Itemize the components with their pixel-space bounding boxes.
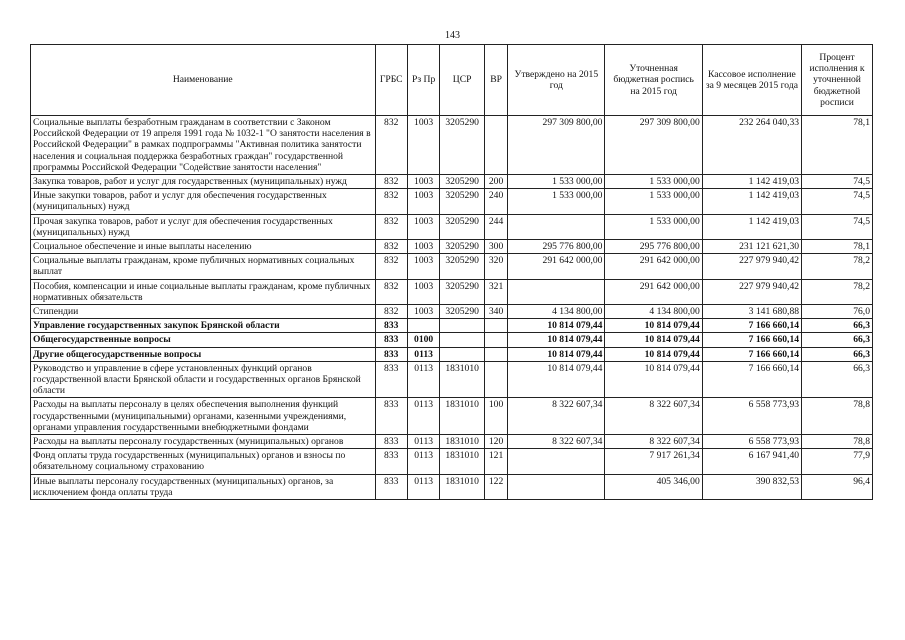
cell-vr: 244	[484, 214, 507, 239]
cell-approved	[508, 279, 605, 304]
cell-refined: 297 309 800,00	[605, 116, 702, 175]
cell-name: Управление государственных закупок Брянской области	[31, 319, 376, 333]
cell-grbs: 832	[375, 279, 407, 304]
cell-cash: 6 167 941,40	[702, 449, 801, 474]
table-row	[31, 254, 873, 279]
cell-name: Иные выплаты персоналу государственных (муниципальных) органов, за исключением фонда оплаты труда	[31, 474, 376, 499]
cell-percent: 78,8	[802, 435, 873, 449]
cell-percent: 66,3	[802, 361, 873, 398]
cell-percent: 76,0	[802, 305, 873, 319]
cell-grbs: 832	[375, 116, 407, 175]
cell-cash: 390 832,53	[702, 474, 801, 499]
table-row	[31, 435, 873, 449]
cell-vr: 240	[484, 189, 507, 214]
cell-csr: 3205290	[440, 305, 485, 319]
cell-vr	[484, 319, 507, 333]
cell-vr: 120	[484, 435, 507, 449]
cell-cash: 1 142 419,03	[702, 189, 801, 214]
cell-name: Другие общегосударственные вопросы	[31, 347, 376, 361]
cell-rzpr: 0113	[407, 474, 439, 499]
cell-grbs: 833	[375, 449, 407, 474]
cell-csr: 1831010	[440, 398, 485, 435]
table-header-row	[31, 45, 873, 116]
cell-csr: 3205290	[440, 240, 485, 254]
cell-rzpr: 0113	[407, 361, 439, 398]
cell-name: Расходы на выплаты персоналу в целях обеспечения выполнения функций государственными (муниципальными) органами, казенными учреждениями, органами управления государственными внебюджетными фондами	[31, 398, 376, 435]
table-row	[31, 279, 873, 304]
cell-cash: 231 121 621,30	[702, 240, 801, 254]
cell-rzpr: 0100	[407, 333, 439, 347]
cell-name: Расходы на выплаты персоналу государственных (муниципальных) органов	[31, 435, 376, 449]
col-header-grbs: ГРБС	[375, 45, 407, 116]
cell-grbs: 832	[375, 240, 407, 254]
cell-vr	[484, 347, 507, 361]
cell-percent: 74,5	[802, 189, 873, 214]
col-header-cash: Кассовое исполнение за 9 месяцев 2015 года	[702, 45, 801, 116]
cell-grbs: 832	[375, 189, 407, 214]
table-row	[31, 319, 873, 333]
table-row	[31, 361, 873, 398]
table-body	[31, 116, 873, 500]
cell-percent: 78,8	[802, 398, 873, 435]
cell-cash: 3 141 680,88	[702, 305, 801, 319]
cell-vr: 200	[484, 175, 507, 189]
table-row	[31, 240, 873, 254]
cell-refined: 8 322 607,34	[605, 435, 702, 449]
col-header-name: Наименование	[31, 45, 376, 116]
cell-refined: 4 134 800,00	[605, 305, 702, 319]
cell-name: Общегосударственные вопросы	[31, 333, 376, 347]
cell-approved: 8 322 607,34	[508, 435, 605, 449]
cell-grbs: 833	[375, 361, 407, 398]
cell-csr: 3205290	[440, 214, 485, 239]
cell-csr	[440, 347, 485, 361]
cell-vr: 340	[484, 305, 507, 319]
cell-name: Прочая закупка товаров, работ и услуг для обеспечения государственных (муниципальных) нужд	[31, 214, 376, 239]
cell-cash: 7 166 660,14	[702, 333, 801, 347]
cell-name: Закупка товаров, работ и услуг для государственных (муниципальных) нужд	[31, 175, 376, 189]
cell-grbs: 832	[375, 214, 407, 239]
cell-rzpr: 1003	[407, 240, 439, 254]
cell-vr	[484, 361, 507, 398]
cell-percent: 74,5	[802, 175, 873, 189]
cell-approved	[508, 474, 605, 499]
budget-table	[30, 44, 873, 500]
cell-approved: 10 814 079,44	[508, 319, 605, 333]
cell-grbs: 833	[375, 333, 407, 347]
cell-vr: 321	[484, 279, 507, 304]
page-number: 143	[445, 30, 460, 41]
cell-percent: 66,3	[802, 333, 873, 347]
cell-csr	[440, 319, 485, 333]
cell-refined: 10 814 079,44	[605, 333, 702, 347]
cell-approved	[508, 214, 605, 239]
cell-name: Пособия, компенсации и иные социальные выплаты гражданам, кроме публичных нормативных обязательств	[31, 279, 376, 304]
cell-refined: 8 322 607,34	[605, 398, 702, 435]
col-header-vr: ВР	[484, 45, 507, 116]
cell-cash: 227 979 940,42	[702, 279, 801, 304]
cell-approved: 10 814 079,44	[508, 361, 605, 398]
cell-refined: 1 533 000,00	[605, 175, 702, 189]
cell-approved: 8 322 607,34	[508, 398, 605, 435]
table-row	[31, 214, 873, 239]
cell-grbs: 833	[375, 347, 407, 361]
table-row	[31, 398, 873, 435]
cell-csr: 3205290	[440, 279, 485, 304]
cell-grbs: 833	[375, 319, 407, 333]
cell-vr: 300	[484, 240, 507, 254]
cell-cash: 7 166 660,14	[702, 361, 801, 398]
cell-percent: 74,5	[802, 214, 873, 239]
cell-csr: 3205290	[440, 175, 485, 189]
cell-vr: 122	[484, 474, 507, 499]
cell-percent: 77,9	[802, 449, 873, 474]
cell-name: Иные закупки товаров, работ и услуг для обеспечения государственных (муниципальных) нужд	[31, 189, 376, 214]
cell-csr: 3205290	[440, 116, 485, 175]
cell-cash: 1 142 419,03	[702, 214, 801, 239]
cell-percent: 66,3	[802, 319, 873, 333]
cell-csr: 1831010	[440, 361, 485, 398]
table-row	[31, 189, 873, 214]
cell-approved: 1 533 000,00	[508, 175, 605, 189]
col-header-rzpr: Рз Пр	[407, 45, 439, 116]
cell-refined: 405 346,00	[605, 474, 702, 499]
cell-refined: 1 533 000,00	[605, 214, 702, 239]
cell-rzpr: 1003	[407, 254, 439, 279]
cell-rzpr: 1003	[407, 189, 439, 214]
cell-vr: 100	[484, 398, 507, 435]
cell-refined: 291 642 000,00	[605, 254, 702, 279]
table-row	[31, 474, 873, 499]
cell-grbs: 833	[375, 398, 407, 435]
cell-rzpr: 1003	[407, 279, 439, 304]
cell-refined: 1 533 000,00	[605, 189, 702, 214]
table-row	[31, 305, 873, 319]
cell-percent: 66,3	[802, 347, 873, 361]
cell-name: Социальные выплаты безработным гражданам в соответствии с Законом Российской Федерации от 19 апреля 1991 года № 1032-1 "О занятости населения в Российской Федерации" в рамках подпрограммы "Активная политика занятости населения и социальная поддержка безработных граждан" государственной программы Российской Федерации "Содействие занятости населения"	[31, 116, 376, 175]
cell-refined: 10 814 079,44	[605, 347, 702, 361]
cell-csr: 3205290	[440, 189, 485, 214]
cell-percent: 78,1	[802, 240, 873, 254]
cell-cash: 1 142 419,03	[702, 175, 801, 189]
col-header-csr: ЦСР	[440, 45, 485, 116]
cell-grbs: 833	[375, 435, 407, 449]
cell-name: Стипендии	[31, 305, 376, 319]
col-header-approved: Утверждено на 2015 год	[508, 45, 605, 116]
cell-cash: 7 166 660,14	[702, 347, 801, 361]
cell-rzpr: 1003	[407, 175, 439, 189]
cell-grbs: 832	[375, 305, 407, 319]
cell-vr	[484, 116, 507, 175]
cell-csr: 1831010	[440, 449, 485, 474]
cell-grbs: 832	[375, 254, 407, 279]
cell-rzpr: 1003	[407, 116, 439, 175]
cell-csr: 3205290	[440, 254, 485, 279]
cell-cash: 7 166 660,14	[702, 319, 801, 333]
cell-approved	[508, 449, 605, 474]
cell-approved: 4 134 800,00	[508, 305, 605, 319]
cell-rzpr: 0113	[407, 398, 439, 435]
cell-rzpr	[407, 319, 439, 333]
cell-approved: 10 814 079,44	[508, 333, 605, 347]
cell-name: Социальные выплаты гражданам, кроме публичных нормативных социальных выплат	[31, 254, 376, 279]
cell-refined: 10 814 079,44	[605, 361, 702, 398]
cell-rzpr: 0113	[407, 449, 439, 474]
cell-percent: 78,2	[802, 254, 873, 279]
cell-vr: 121	[484, 449, 507, 474]
cell-refined: 7 917 261,34	[605, 449, 702, 474]
cell-csr: 1831010	[440, 435, 485, 449]
cell-grbs: 833	[375, 474, 407, 499]
cell-cash: 6 558 773,93	[702, 398, 801, 435]
cell-csr: 1831010	[440, 474, 485, 499]
cell-rzpr: 0113	[407, 347, 439, 361]
cell-vr	[484, 333, 507, 347]
cell-percent: 96,4	[802, 474, 873, 499]
cell-grbs: 832	[375, 175, 407, 189]
table-row	[31, 175, 873, 189]
cell-approved: 1 533 000,00	[508, 189, 605, 214]
col-header-percent: Процент исполнения к уточненной бюджетной росписи	[802, 45, 873, 116]
cell-rzpr: 1003	[407, 305, 439, 319]
cell-cash: 232 264 040,33	[702, 116, 801, 175]
cell-cash: 227 979 940,42	[702, 254, 801, 279]
cell-name: Фонд оплаты труда государственных (муниципальных) органов и взносы по обязательному социальному страхованию	[31, 449, 376, 474]
table-row	[31, 449, 873, 474]
table-row	[31, 347, 873, 361]
cell-percent: 78,2	[802, 279, 873, 304]
cell-csr	[440, 333, 485, 347]
table-row	[31, 116, 873, 175]
cell-name: Социальное обеспечение и иные выплаты населению	[31, 240, 376, 254]
cell-cash: 6 558 773,93	[702, 435, 801, 449]
cell-rzpr: 0113	[407, 435, 439, 449]
cell-percent: 78,1	[802, 116, 873, 175]
table-row	[31, 333, 873, 347]
cell-rzpr: 1003	[407, 214, 439, 239]
cell-refined: 295 776 800,00	[605, 240, 702, 254]
cell-approved: 297 309 800,00	[508, 116, 605, 175]
cell-name: Руководство и управление в сфере установленных функций органов государственной власти Брянской области и государственных органов Брянской области	[31, 361, 376, 398]
cell-refined: 10 814 079,44	[605, 319, 702, 333]
cell-refined: 291 642 000,00	[605, 279, 702, 304]
col-header-refined: Уточненная бюджетная роспись на 2015 год	[605, 45, 702, 116]
cell-approved: 291 642 000,00	[508, 254, 605, 279]
cell-approved: 10 814 079,44	[508, 347, 605, 361]
cell-vr: 320	[484, 254, 507, 279]
cell-approved: 295 776 800,00	[508, 240, 605, 254]
